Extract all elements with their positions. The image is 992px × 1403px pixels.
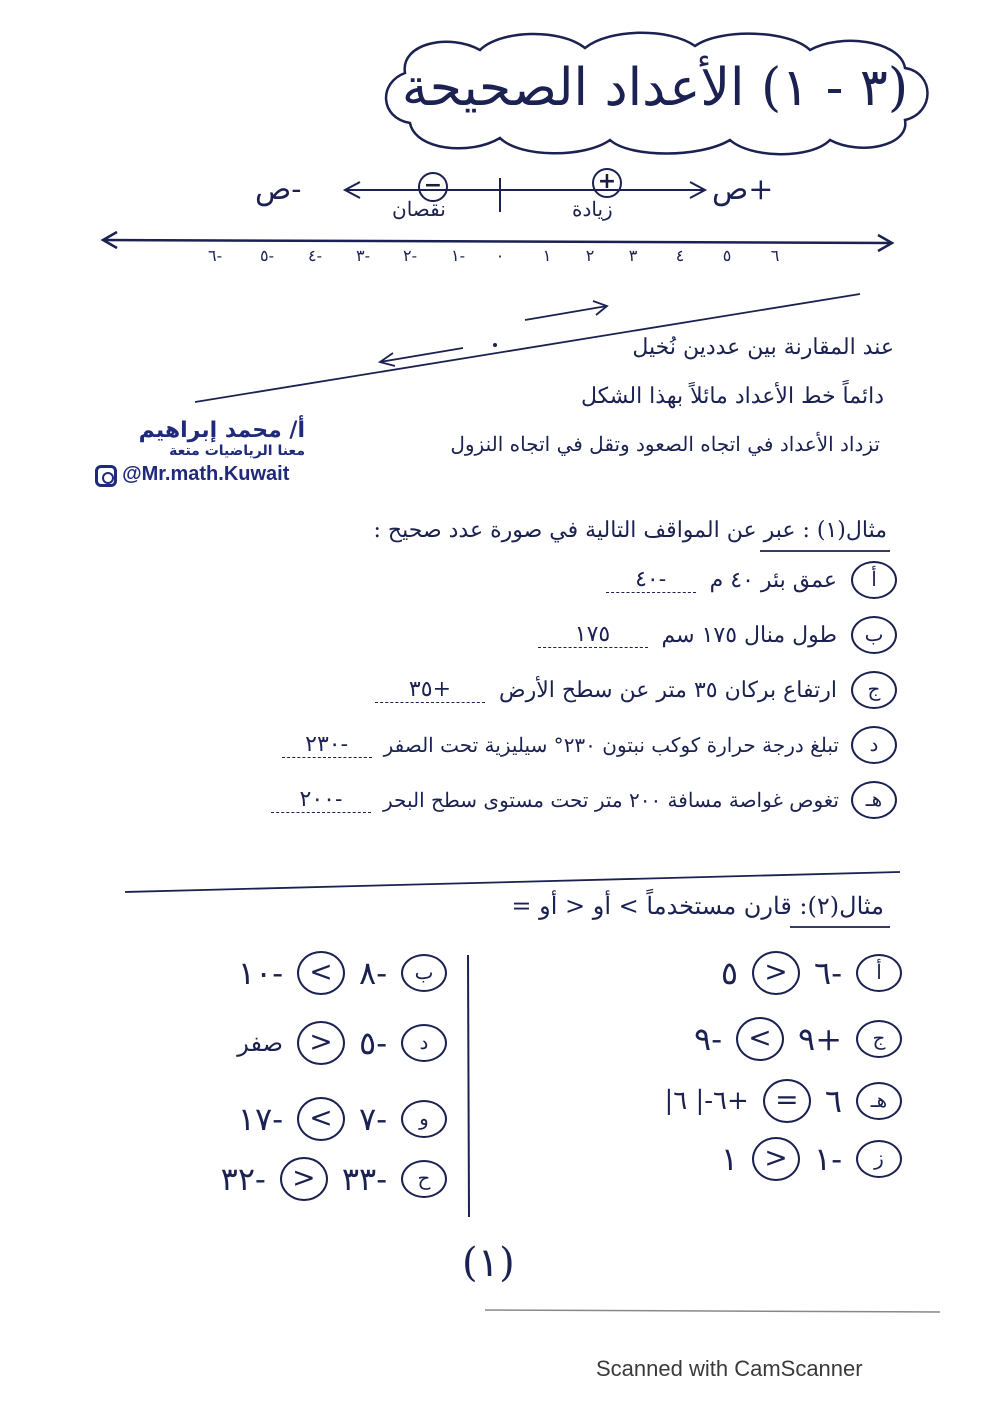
- row-letter-circle: ح: [401, 1160, 447, 1198]
- tick-label: ٤: [675, 246, 685, 265]
- note-compare: عند المقارنة بين عددين نُخيل: [632, 335, 894, 360]
- compare-right-value: ١٠-: [237, 954, 283, 992]
- tick-label: ١: [542, 246, 552, 265]
- instagram-icon: [95, 465, 117, 487]
- author-tagline: معنا الرياضيات متعة: [169, 443, 305, 459]
- note-slanted: دائماً خط الأعداد مائلاً بهذا الشكل: [580, 384, 884, 409]
- minus-sign-circle: −: [418, 172, 448, 202]
- example1-heading: مثال(١) : عبر عن المواقف التالية في صورة عدد صحيح :: [373, 518, 887, 543]
- negative-integers-label: ص-: [255, 172, 302, 207]
- compare-symbol-circle: <: [736, 1017, 784, 1061]
- item-text: تغوص غواصة مسافة ٢٠٠ متر تحت مستوى سطح البحر: [383, 788, 839, 812]
- increase-label: زيادة: [572, 197, 613, 221]
- positive-integers-label: ص+: [712, 172, 774, 207]
- example1-item: [538, 615, 898, 655]
- item-answer: ٣٥+: [375, 677, 485, 703]
- row-letter-circle: و: [401, 1100, 447, 1138]
- compare-right-value: ٣٢-: [220, 1160, 266, 1198]
- author-handle: @Mr.math.Kuwait: [122, 463, 290, 485]
- tick-label: ٢: [585, 246, 595, 265]
- row-letter-circle: أ: [856, 954, 902, 992]
- compare-row: [157, 1020, 447, 1066]
- row-letter-circle: هـ: [856, 1082, 902, 1120]
- compare-right-value: ٥: [720, 954, 738, 992]
- compare-left-value: ٥-: [359, 1024, 387, 1062]
- example1-item: [375, 670, 897, 710]
- page-title: (٣ - ١) الأعداد الصحيحة: [401, 58, 909, 118]
- compare-left-value: ١-: [814, 1140, 842, 1178]
- example1-item: [271, 780, 897, 820]
- compare-right-value: ٩-: [694, 1020, 722, 1058]
- row-letter-circle: د: [401, 1024, 447, 1062]
- item-answer: ١٧٥: [538, 622, 648, 648]
- compare-row: [157, 950, 447, 996]
- compare-symbol-circle: <: [297, 1097, 345, 1141]
- scanner-watermark: Scanned with CamScanner: [596, 1356, 863, 1381]
- compare-left-value: ٧-: [359, 1100, 387, 1138]
- tick-label: ٦: [770, 246, 780, 265]
- compare-left-value: ٩+: [798, 1020, 842, 1058]
- row-letter-circle: ز: [856, 1140, 902, 1178]
- author-handle-row: [95, 463, 305, 487]
- row-letter-circle: ب: [401, 954, 447, 992]
- tick-label: ١-: [451, 246, 465, 265]
- item-answer: ٢٣٠-: [282, 732, 372, 758]
- item-answer: ٤٠-: [606, 567, 696, 593]
- tick-label: ٣: [628, 246, 638, 265]
- compare-symbol-circle: >: [752, 951, 800, 995]
- tick-label: ٥: [722, 246, 732, 265]
- tick-label: ٤-: [308, 246, 322, 265]
- page-number: (١): [462, 1240, 515, 1286]
- compare-right-value: ١٧-: [237, 1100, 283, 1138]
- tick-label: ٦-: [208, 246, 222, 265]
- tick-label: ٢-: [403, 246, 417, 265]
- item-letter-circle: هـ: [851, 781, 897, 819]
- item-letter-circle: ب: [851, 616, 897, 654]
- column-divider: [463, 955, 473, 1220]
- example2-heading: مثال(٢): قارن مستخدماً > أو < أو =: [511, 892, 884, 920]
- compare-right-value: |٦-| ٦+: [664, 1086, 749, 1116]
- compare-symbol-circle: =: [763, 1079, 811, 1123]
- decrease-label: نقصان: [392, 197, 446, 221]
- compare-left-value: ٦: [824, 1082, 842, 1120]
- item-text: ارتفاع بركان ٣٥ متر عن سطح الأرض: [498, 677, 837, 703]
- compare-row: [642, 1016, 902, 1062]
- compare-row: [582, 1078, 902, 1124]
- item-text: طول منال ١٧٥ سم: [661, 622, 837, 648]
- item-letter-circle: أ: [851, 561, 897, 599]
- compare-row: [642, 950, 902, 996]
- plus-sign-circle: +: [592, 168, 622, 198]
- tick-label: ٥-: [260, 246, 274, 265]
- author-name: أ/ محمد إبراهيم: [138, 418, 305, 443]
- tick-label: ٣-: [356, 246, 370, 265]
- compare-left-value: ٦-: [814, 954, 842, 992]
- compare-row: [157, 1096, 447, 1142]
- bottom-rule: [485, 1305, 945, 1315]
- example1-item: [606, 560, 897, 600]
- compare-symbol-circle: >: [280, 1157, 328, 1201]
- compare-left-value: ٣٣-: [341, 1160, 387, 1198]
- compare-symbol-circle: >: [752, 1137, 800, 1181]
- item-letter-circle: ج: [851, 671, 897, 709]
- compare-row: [642, 1136, 902, 1182]
- example2-underline: [790, 924, 890, 930]
- tick-label-zero: ٠: [495, 246, 505, 265]
- item-letter-circle: د: [851, 726, 897, 764]
- author-block: [95, 418, 305, 487]
- compare-row: [157, 1156, 447, 1202]
- compare-right-value: صفر: [237, 1029, 283, 1057]
- row-letter-circle: ج: [856, 1020, 902, 1058]
- item-text: عمق بئر ٤٠ م: [709, 567, 837, 593]
- compare-symbol-circle: >: [297, 1021, 345, 1065]
- compare-left-value: ٨-: [359, 954, 387, 992]
- note-direction: تزداد الأعداد في اتجاه الصعود وتقل في اتجاه النزول: [450, 432, 880, 456]
- compare-symbol-circle: <: [297, 951, 345, 995]
- example1-underline: [760, 548, 890, 554]
- item-text: تبلغ درجة حرارة كوكب نبتون ٢٣٠° سيليزية تحت الصفر: [383, 733, 839, 757]
- compare-right-value: ١: [720, 1140, 738, 1178]
- item-answer: ٢٠٠-: [271, 787, 371, 813]
- direction-line: [330, 170, 720, 230]
- example1-item: [282, 725, 897, 765]
